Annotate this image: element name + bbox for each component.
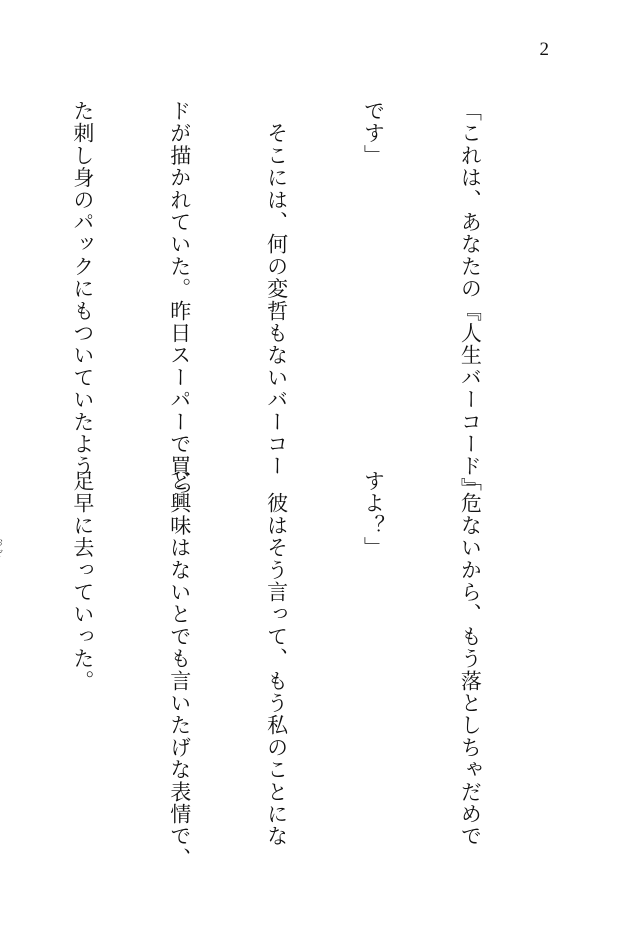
page-number: 2 (539, 39, 549, 60)
text-line (0, 470, 2, 820)
text-block-top (66, 100, 551, 500)
text-line (0, 100, 2, 440)
text-line: そこには、何の変哲もないバーコー (264, 100, 289, 478)
text-line: 足早に去っていった。 (70, 470, 95, 692)
text-line: です」 (361, 100, 386, 167)
furigana-reading (0, 537, 2, 559)
text-line: ドが描かれていた。昨日スーパーで買っ (167, 100, 192, 500)
text-block-bottom (66, 470, 551, 870)
text-line: た刺し身のパックにもついていたよう (70, 100, 95, 478)
text-line: ど興味はないとでも言いたげな表情で、 (167, 470, 192, 870)
text-line: すよ？」 (361, 470, 386, 559)
text-line: 「これは、あなたの『人生バーコード』 (458, 100, 483, 500)
text-line: 彼はそう言って、もう私のことにな (264, 470, 289, 848)
text-line: 「危ないから、もう落としちゃだめで (458, 470, 483, 848)
